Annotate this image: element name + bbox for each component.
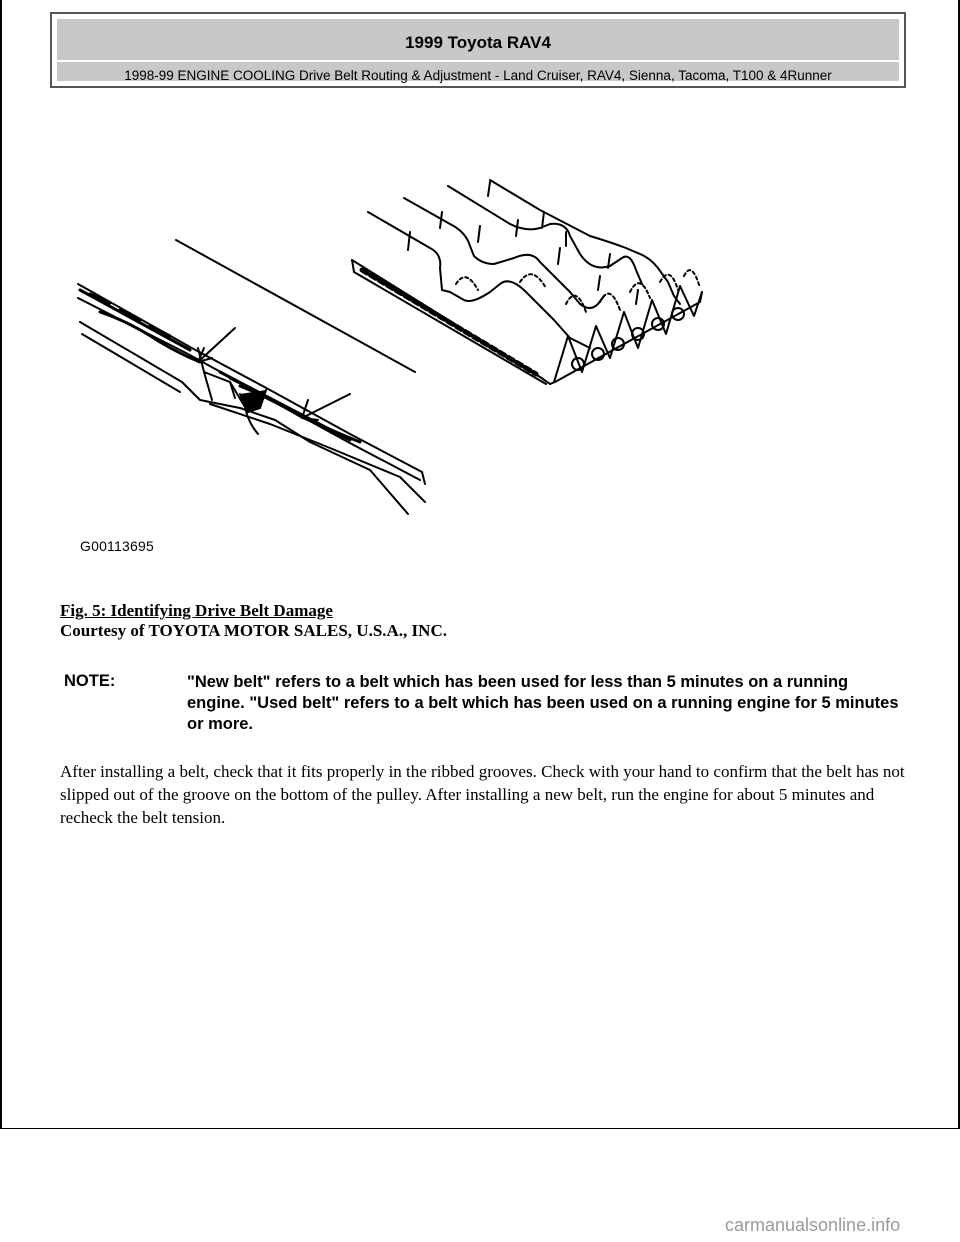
header-title: 1999 Toyota RAV4 — [405, 33, 551, 52]
drive-belt-damage-illustration — [70, 172, 730, 562]
site-watermark: carmanualsonline.info — [725, 1215, 901, 1235]
note-label: NOTE: — [64, 672, 116, 690]
page-bottom-rule — [0, 1128, 960, 1129]
damaged-belt-drawing — [78, 284, 425, 514]
belt-edge-line — [176, 240, 415, 372]
header-background — [57, 19, 899, 81]
header-divider — [57, 60, 899, 62]
figure-courtesy: Courtesy of TOYOTA MOTOR SALES, U.S.A., INC. — [60, 621, 447, 640]
page-left-border — [0, 0, 2, 1128]
body-paragraph: After installing a belt, check that it fits properly in the ribbed grooves. Check with your hand to confirm that the belt has not slipped out of the groove on the bottom of the pulley. After installing a new belt, run the engine for about 5 minutes and recheck the belt tension. — [60, 762, 905, 827]
header-subtitle: 1998-99 ENGINE COOLING Drive Belt Routing & Adjustment - Land Cruiser, RAV4, Sienna, Tacoma, T100 & 4Runner — [124, 68, 832, 83]
note-text: "New belt" refers to a belt which has been used for less than 5 minutes on a running engine. "Used belt" refers to a belt which has been used on a running engine for 5 minutes or more. — [187, 673, 899, 733]
page-header — [50, 12, 906, 88]
ribbed-belt-drawing — [352, 180, 702, 384]
figure-caption[interactable]: Fig. 5: Identifying Drive Belt Damage — [60, 601, 333, 620]
figure-id-code: G00113695 — [80, 538, 154, 554]
